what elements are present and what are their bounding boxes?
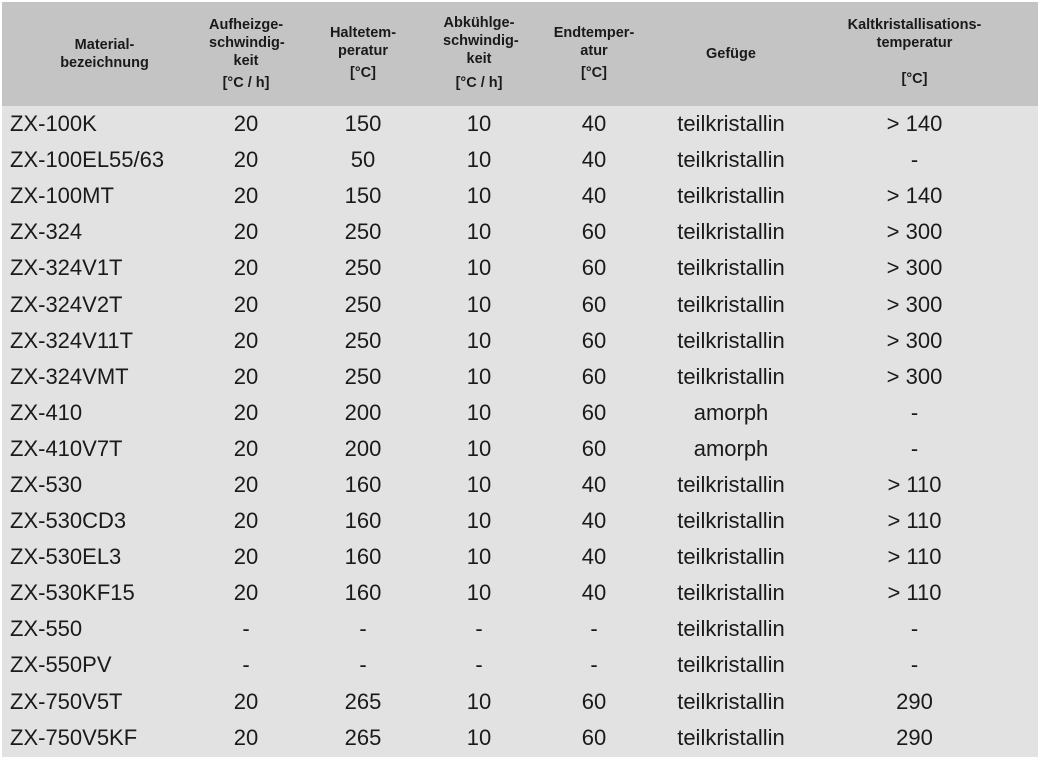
cell-end-temp: 60: [581, 327, 607, 353]
header-holding-temp-unit: [°C]: [350, 65, 376, 81]
cell-heating-rate: -: [242, 616, 250, 642]
cell-material-name: ZX-100K: [10, 111, 97, 137]
cell-heating-rate: 20: [233, 399, 259, 425]
cell-cooling-rate: 10: [466, 544, 492, 570]
cell-end-temp: 40: [581, 580, 607, 606]
table-row: [2, 539, 1038, 575]
cell-material-name: ZX-750V5T: [10, 688, 123, 714]
cell-cold-crystallization-temp: 290: [896, 688, 933, 714]
cell-material-name: ZX-410: [10, 399, 83, 425]
header-heating-rate: Aufheizge- schwindig- keit [°C / h]: [209, 17, 285, 91]
cell-heating-rate: 20: [233, 544, 259, 570]
cell-end-temp: 60: [581, 435, 607, 461]
cell-cooling-rate: 10: [466, 399, 492, 425]
cell-holding-temp: 160: [344, 580, 382, 606]
cell-cold-crystallization-temp: -: [910, 435, 919, 461]
cell-cold-crystallization-temp: > 110: [887, 508, 942, 534]
cell-heating-rate: 20: [233, 471, 259, 497]
table-row: [2, 178, 1038, 214]
cell-cold-crystallization-temp: -: [910, 616, 919, 642]
cell-material-name: ZX-750V5KF: [10, 724, 138, 750]
cell-cold-crystallization-temp: > 300: [886, 327, 943, 353]
cell-holding-temp: 160: [344, 471, 382, 497]
cell-material-name: ZX-530CD3: [10, 508, 127, 534]
header-cooling-rate-unit: [°C / h]: [455, 75, 503, 91]
cell-material-name: ZX-410V7T: [10, 435, 123, 461]
cell-heating-rate: 20: [233, 435, 259, 461]
cell-heating-rate: 20: [233, 219, 259, 245]
cell-end-temp: 60: [581, 363, 607, 389]
cell-heating-rate: 20: [233, 255, 259, 281]
cell-cold-crystallization-temp: > 110: [887, 544, 942, 570]
table-row: [2, 142, 1038, 178]
cell-cold-crystallization-temp: > 300: [886, 219, 943, 245]
cell-cooling-rate: -: [475, 652, 483, 678]
cell-holding-temp: 150: [344, 183, 382, 209]
cell-structure: teilkristallin: [677, 219, 785, 245]
cell-structure: teilkristallin: [677, 616, 785, 642]
cell-heating-rate: 20: [233, 688, 259, 714]
cell-end-temp: 60: [581, 688, 607, 714]
cell-heating-rate: 20: [233, 147, 259, 173]
cell-structure: teilkristallin: [677, 183, 785, 209]
cell-material-name: ZX-324V2T: [10, 291, 123, 317]
table-body: [2, 106, 1038, 756]
cell-heating-rate: 20: [233, 724, 259, 750]
cell-end-temp: 60: [581, 724, 607, 750]
cell-cooling-rate: 10: [466, 111, 492, 137]
cell-cold-crystallization-temp: -: [910, 652, 919, 678]
cell-material-name: ZX-324: [10, 219, 83, 245]
header-structure: Gefüge: [706, 46, 756, 62]
cell-structure: teilkristallin: [677, 688, 785, 714]
header-cold-crystallization-unit: [°C]: [901, 71, 928, 87]
cell-heating-rate: 20: [233, 580, 259, 606]
cell-cooling-rate: 10: [466, 724, 492, 750]
cell-end-temp: 40: [581, 508, 607, 534]
header-end-temp: Endtemper- atur [°C]: [517, 2, 671, 106]
cell-material-name: ZX-550: [10, 616, 83, 642]
cell-structure: teilkristallin: [677, 471, 785, 497]
cell-material-name: ZX-550PV: [10, 652, 112, 678]
cell-cooling-rate: 10: [466, 255, 492, 281]
cell-structure: teilkristallin: [677, 291, 785, 317]
cell-structure: amorph: [693, 435, 769, 461]
cell-structure: teilkristallin: [677, 724, 785, 750]
cell-cold-crystallization-temp: -: [910, 147, 919, 173]
cell-cooling-rate: 10: [466, 471, 492, 497]
cell-structure: teilkristallin: [677, 255, 785, 281]
cell-holding-temp: 250: [344, 291, 382, 317]
cell-material-name: ZX-324V11T: [10, 327, 134, 353]
material-table-container: [2, 2, 1038, 757]
cell-cooling-rate: 10: [466, 183, 492, 209]
table-row: [2, 720, 1038, 756]
cell-material-name: ZX-324VMT: [10, 363, 129, 389]
cell-end-temp: 40: [581, 471, 607, 497]
header-cooling-rate: Abkühlge- schwindig- keit [°C / h]: [443, 15, 519, 91]
cell-cooling-rate: 10: [466, 219, 492, 245]
table-row: [2, 575, 1038, 611]
cell-heating-rate: 20: [233, 327, 259, 353]
cell-structure: teilkristallin: [677, 652, 785, 678]
cell-end-temp: 40: [581, 147, 607, 173]
table-row: [2, 611, 1038, 647]
cell-cooling-rate: 10: [466, 435, 492, 461]
cell-heating-rate: -: [242, 652, 250, 678]
cell-holding-temp: 250: [344, 363, 382, 389]
cell-end-temp: 60: [581, 255, 607, 281]
header-heating-rate-unit: [°C / h]: [222, 75, 270, 91]
cell-cooling-rate: 10: [466, 580, 492, 606]
table-row: [2, 647, 1038, 683]
cell-end-temp: 60: [581, 399, 607, 425]
cell-end-temp: -: [590, 652, 598, 678]
cell-heating-rate: 20: [233, 111, 259, 137]
cell-cold-crystallization-temp: -: [910, 399, 919, 425]
cell-end-temp: 60: [581, 291, 607, 317]
material-table: [2, 2, 1038, 756]
cell-end-temp: 40: [581, 544, 607, 570]
table-row: [2, 250, 1038, 286]
cell-structure: teilkristallin: [677, 111, 785, 137]
table-row: [2, 395, 1038, 431]
cell-material-name: ZX-324V1T: [10, 255, 123, 281]
cell-holding-temp: 160: [344, 508, 382, 534]
header-holding-temp: Haltetem- peratur [°C]: [285, 2, 441, 106]
table-row: [2, 286, 1038, 322]
cell-structure: teilkristallin: [677, 508, 785, 534]
cell-holding-temp: -: [359, 616, 367, 642]
cell-cold-crystallization-temp: > 300: [886, 291, 943, 317]
cell-cold-crystallization-temp: > 140: [886, 183, 943, 209]
header-end-temp-unit: [°C]: [581, 65, 607, 81]
cell-structure: teilkristallin: [677, 363, 785, 389]
cell-structure: teilkristallin: [677, 544, 785, 570]
cell-holding-temp: 250: [344, 255, 382, 281]
table-row: [2, 467, 1038, 503]
table-row: [2, 214, 1038, 250]
cell-holding-temp: 200: [344, 399, 382, 425]
cell-material-name: ZX-530KF15: [10, 580, 135, 606]
cell-cold-crystallization-temp: > 300: [886, 363, 943, 389]
cell-cooling-rate: 10: [466, 688, 492, 714]
cell-end-temp: 60: [581, 219, 607, 245]
cell-end-temp: 40: [581, 111, 607, 137]
cell-material-name: ZX-530: [10, 471, 83, 497]
cell-holding-temp: 265: [344, 688, 382, 714]
cell-structure: teilkristallin: [677, 580, 785, 606]
header-cold-crystallization: Kaltkristallisations- temperatur [°C]: [791, 2, 1038, 106]
cell-cold-crystallization-temp: > 110: [887, 471, 942, 497]
cell-material-name: ZX-530EL3: [10, 544, 122, 570]
table-row: [2, 431, 1038, 467]
header-material: Material- bezeichnung: [60, 37, 149, 71]
cell-holding-temp: 160: [344, 544, 382, 570]
cell-holding-temp: -: [359, 652, 367, 678]
cell-holding-temp: 250: [344, 327, 382, 353]
cell-holding-temp: 50: [350, 147, 376, 173]
cell-cooling-rate: 10: [466, 147, 492, 173]
table-row: [2, 684, 1038, 720]
cell-end-temp: 40: [581, 183, 607, 209]
table-row: [2, 503, 1038, 539]
cell-holding-temp: 200: [344, 435, 382, 461]
cell-structure: teilkristallin: [677, 327, 785, 353]
cell-cooling-rate: 10: [466, 291, 492, 317]
cell-cooling-rate: 10: [466, 508, 492, 534]
cell-cooling-rate: 10: [466, 327, 492, 353]
cell-holding-temp: 150: [344, 111, 382, 137]
cell-holding-temp: 250: [344, 219, 382, 245]
cell-end-temp: -: [590, 616, 598, 642]
table-row: [2, 359, 1038, 395]
table-row: [2, 106, 1038, 142]
cell-material-name: ZX-100EL55/63: [10, 147, 165, 173]
cell-cold-crystallization-temp: > 140: [886, 111, 943, 137]
table-row: [2, 323, 1038, 359]
cell-structure: teilkristallin: [677, 147, 785, 173]
cell-heating-rate: 20: [233, 291, 259, 317]
cell-holding-temp: 265: [344, 724, 382, 750]
cell-material-name: ZX-100MT: [10, 183, 114, 209]
cell-heating-rate: 20: [233, 508, 259, 534]
cell-heating-rate: 20: [233, 363, 259, 389]
cell-cooling-rate: -: [475, 616, 483, 642]
cell-cold-crystallization-temp: > 300: [886, 255, 943, 281]
table-header: [2, 2, 1038, 106]
cell-cooling-rate: 10: [466, 363, 492, 389]
cell-structure: amorph: [693, 399, 769, 425]
cell-cold-crystallization-temp: 290: [896, 724, 933, 750]
cell-heating-rate: 20: [233, 183, 259, 209]
cell-cold-crystallization-temp: > 110: [887, 580, 942, 606]
header-row: [2, 2, 1038, 106]
